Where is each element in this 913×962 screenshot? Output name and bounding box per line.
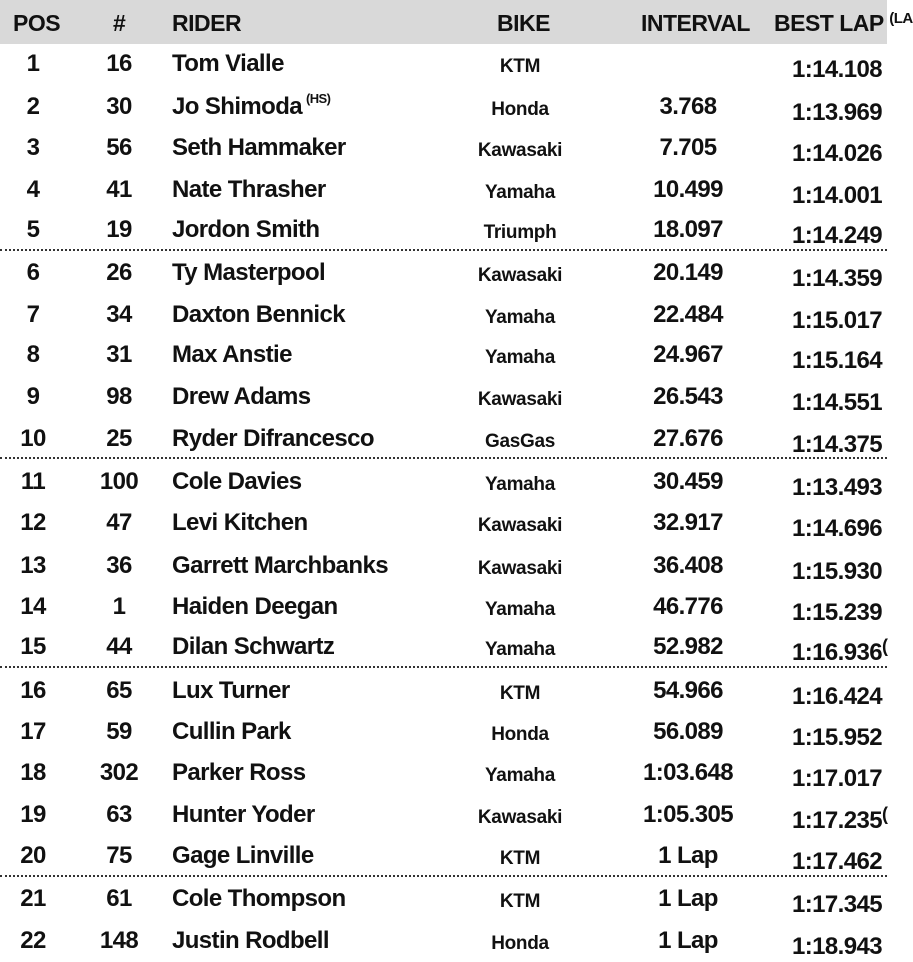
table-row — [0, 586, 887, 628]
table-row — [0, 294, 887, 336]
rider-name-cell: Tom Vialle — [172, 50, 284, 77]
bike-cell: Kawasaki — [477, 807, 563, 828]
group-divider — [0, 249, 887, 251]
rider-name-cell: Parker Ross — [172, 759, 306, 786]
rider-number-cell: 34 — [106, 301, 132, 328]
interval-cell: 56.089 — [653, 718, 723, 745]
rider-tag: (HS) — [306, 91, 331, 106]
header-number: # — [113, 10, 126, 36]
interval-cell: 10.499 — [653, 176, 723, 203]
best-lap-cell: 1:17.235 — [792, 807, 882, 834]
rider-number-cell: 98 — [106, 383, 132, 410]
pos-cell: 13 — [20, 552, 46, 579]
interval-cell: 1:03.648 — [643, 759, 733, 786]
interval-cell: 46.776 — [653, 593, 723, 620]
best-lap-cell: 1:17.462 — [792, 848, 882, 875]
header-best-lap-suffix: (LA — [889, 10, 913, 27]
rider-number-cell: 30 — [106, 93, 132, 120]
bike-cell: Kawasaki — [477, 515, 563, 536]
rider-number-cell: 75 — [106, 842, 132, 869]
rider-name-cell: Cullin Park — [172, 718, 291, 745]
best-lap-cell: 1:15.239 — [792, 599, 882, 626]
pos-cell: 9 — [26, 383, 40, 410]
interval-cell: 32.917 — [653, 509, 723, 536]
best-lap-cell: 1:16.424 — [792, 683, 882, 710]
best-lap-cell: 1:13.493 — [792, 474, 882, 501]
pos-cell: 5 — [26, 216, 40, 243]
rider-number-cell: 63 — [106, 801, 132, 828]
rider-number-cell: 148 — [99, 927, 139, 954]
pos-cell: 14 — [20, 593, 46, 620]
table-row — [0, 127, 887, 169]
bike-cell: Kawasaki — [477, 140, 563, 161]
table-row — [0, 252, 887, 294]
rider-name-cell: Gage Linville — [172, 842, 314, 869]
rider-number-cell: 59 — [106, 718, 132, 745]
interval-cell: 24.967 — [653, 341, 723, 368]
bike-cell: Yamaha — [484, 307, 556, 328]
rider-name-cell: Hunter Yoder — [172, 801, 315, 828]
header-best-lap — [774, 10, 913, 37]
pos-cell: 6 — [26, 259, 40, 286]
pos-cell: 4 — [26, 176, 40, 203]
interval-cell: 36.408 — [653, 552, 723, 579]
rider-name-cell: Justin Rodbell — [172, 927, 329, 954]
best-lap-cell: 1:17.345 — [792, 891, 882, 918]
group-divider — [0, 457, 887, 459]
bike-cell: Kawasaki — [477, 389, 563, 410]
table-row — [0, 86, 887, 128]
bike-cell: Yamaha — [484, 347, 556, 368]
rider-number-cell: 41 — [106, 176, 132, 203]
header-rider: RIDER — [172, 10, 242, 36]
best-lap-cell: 1:14.249 — [792, 222, 882, 249]
rider-number-cell: 44 — [106, 633, 132, 660]
bike-cell: KTM — [499, 683, 541, 704]
rider-name-cell: Nate Thrasher — [172, 176, 326, 203]
table-row — [0, 920, 887, 962]
pos-cell: 20 — [20, 842, 46, 869]
best-lap-cell: 1:14.375 — [792, 431, 882, 458]
bike-cell: KTM — [499, 891, 541, 912]
bike-cell: KTM — [499, 848, 541, 869]
group-divider — [0, 875, 887, 877]
pos-cell: 15 — [20, 633, 46, 660]
bike-cell: Yamaha — [484, 474, 556, 495]
rider-number-cell: 31 — [106, 341, 132, 368]
bike-cell: Honda — [491, 99, 549, 120]
bike-cell: Yamaha — [484, 765, 556, 786]
rider-name-cell: Ty Masterpool — [172, 259, 326, 286]
bike-cell: Kawasaki — [477, 265, 563, 286]
bike-cell: GasGas — [484, 431, 556, 452]
rider-name-cell: Ryder Difrancesco — [172, 425, 374, 452]
table-row — [0, 752, 887, 794]
best-lap-cell: 1:15.017 — [792, 307, 882, 334]
table-row — [0, 626, 887, 668]
rider-number-cell: 36 — [106, 552, 132, 579]
best-lap-cell: 1:14.696 — [792, 515, 882, 542]
interval-cell: 3.768 — [659, 93, 717, 120]
table-row — [0, 545, 887, 587]
header-pos: POS — [13, 10, 61, 36]
table-row — [0, 461, 887, 503]
bike-cell: Yamaha — [484, 599, 556, 620]
pos-cell: 18 — [20, 759, 46, 786]
table-row — [0, 334, 887, 376]
table-header — [0, 0, 913, 44]
interval-cell: 7.705 — [659, 134, 717, 161]
rider-name-cell: Haiden Deegan — [172, 593, 338, 620]
interval-cell: 1 Lap — [658, 842, 718, 869]
rider-number-cell: 56 — [106, 134, 132, 161]
pos-cell: 8 — [26, 341, 40, 368]
rider-number-cell: 47 — [106, 509, 132, 536]
best-lap-cell: 1:14.026 — [792, 140, 882, 167]
pos-cell: 16 — [20, 677, 46, 704]
best-lap-cell: 1:14.551 — [792, 389, 882, 416]
rider-number-cell: 26 — [106, 259, 132, 286]
best-lap-cell: 1:17.017 — [792, 765, 882, 792]
rider-name-cell: Drew Adams — [172, 383, 311, 410]
rider-name-cell: Garrett Marchbanks — [172, 552, 388, 579]
best-lap-cell: 1:13.969 — [792, 99, 882, 126]
rider-name-cell: Seth Hammaker — [172, 134, 346, 161]
table-row — [0, 418, 887, 460]
rider-name-cell — [172, 93, 330, 121]
pos-cell: 1 — [26, 50, 40, 77]
bike-cell: Yamaha — [484, 639, 556, 660]
pos-cell: 22 — [20, 927, 46, 954]
bike-cell: Honda — [491, 933, 549, 954]
table-row — [0, 376, 887, 418]
table-row — [0, 169, 887, 211]
interval-cell: 18.097 — [653, 216, 723, 243]
bike-cell: Yamaha — [484, 182, 556, 203]
rider-name-cell: Lux Turner — [172, 677, 290, 704]
bike-cell: KTM — [499, 56, 541, 77]
best-lap-cell: 1:14.108 — [792, 56, 882, 83]
table-row — [0, 209, 887, 251]
interval-cell: 54.966 — [653, 677, 723, 704]
table-row — [0, 878, 887, 920]
pos-cell: 3 — [26, 134, 40, 161]
interval-cell: 27.676 — [653, 425, 723, 452]
interval-cell: 20.149 — [653, 259, 723, 286]
interval-cell: 22.484 — [653, 301, 723, 328]
rider-number-cell: 19 — [106, 216, 132, 243]
best-lap-cell: 1:15.164 — [792, 347, 882, 374]
interval-cell: 1:05.305 — [643, 801, 733, 828]
rider-name-cell: Cole Thompson — [172, 885, 346, 912]
rider-number-cell: 1 — [112, 593, 126, 620]
rider-name-cell: Cole Davies — [172, 468, 302, 495]
rider-name-cell: Jordon Smith — [172, 216, 320, 243]
pos-cell: 12 — [20, 509, 46, 536]
rider-name-cell: Daxton Bennick — [172, 301, 345, 328]
header-interval: INTERVAL — [641, 10, 750, 36]
group-divider — [0, 666, 887, 668]
rider-number-cell: 65 — [106, 677, 132, 704]
pos-cell: 21 — [20, 885, 46, 912]
rider-number-cell: 61 — [106, 885, 132, 912]
pos-cell: 10 — [20, 425, 46, 452]
rider-number-cell: 16 — [106, 50, 132, 77]
pos-cell: 7 — [26, 301, 40, 328]
bike-cell: Kawasaki — [477, 558, 563, 579]
best-lap-cell: 1:18.943 — [792, 933, 882, 960]
rider-name-cell: Levi Kitchen — [172, 509, 308, 536]
table-row — [0, 794, 887, 836]
header-bike: BIKE — [497, 10, 550, 36]
pos-cell: 2 — [26, 93, 40, 120]
rider-name-cell: Dilan Schwartz — [172, 633, 335, 660]
interval-cell: 1 Lap — [658, 927, 718, 954]
bike-cell: Triumph — [483, 222, 557, 243]
interval-cell: 1 Lap — [658, 885, 718, 912]
best-lap-cell: 1:14.001 — [792, 182, 882, 209]
header-best-lap-label: BEST LAP — [774, 10, 884, 36]
interval-cell: 26.543 — [653, 383, 723, 410]
rider-name-cell: Max Anstie — [172, 341, 292, 368]
pos-cell: 19 — [20, 801, 46, 828]
rider-number-cell: 100 — [99, 468, 139, 495]
rider-name-text: Jo Shimoda — [172, 93, 303, 120]
best-lap-note: ( — [882, 636, 888, 656]
best-lap-cell: 1:15.952 — [792, 724, 882, 751]
bike-cell: Honda — [491, 724, 549, 745]
table-row — [0, 502, 887, 544]
table-row — [0, 835, 887, 877]
rider-number-cell: 25 — [106, 425, 132, 452]
best-lap-cell: 1:15.930 — [792, 558, 882, 585]
interval-cell: 30.459 — [653, 468, 723, 495]
table-row — [0, 670, 887, 712]
pos-cell: 11 — [20, 468, 46, 495]
rider-number-cell: 302 — [99, 759, 139, 786]
best-lap-cell: 1:16.936 — [792, 639, 882, 666]
best-lap-cell: 1:14.359 — [792, 265, 882, 292]
best-lap-note: ( — [882, 804, 888, 824]
pos-cell: 17 — [20, 718, 46, 745]
table-row — [0, 43, 887, 85]
interval-cell: 52.982 — [653, 633, 723, 660]
table-row — [0, 711, 887, 753]
